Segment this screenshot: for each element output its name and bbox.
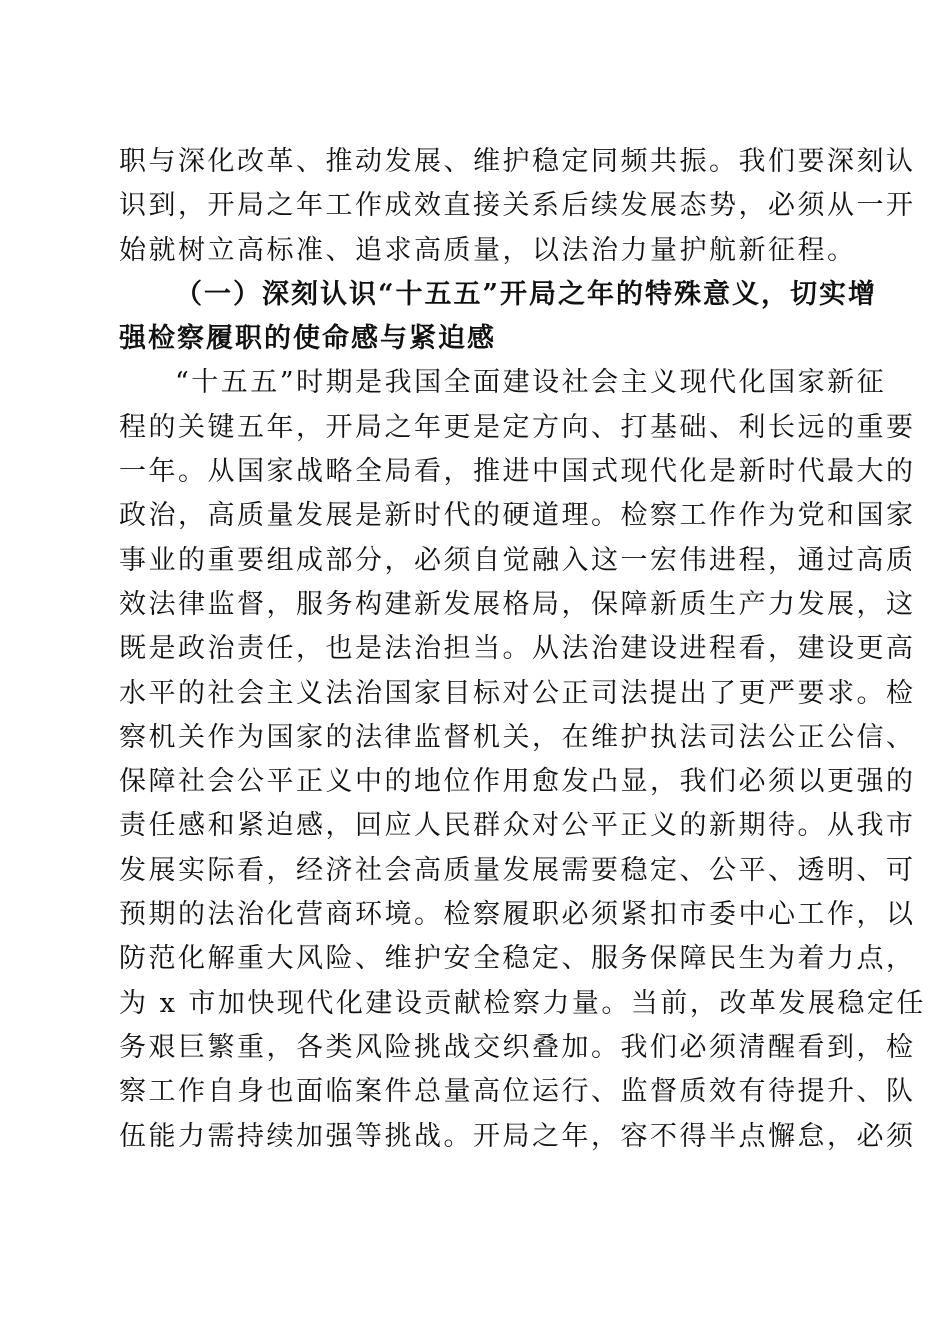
section-heading-line: 强检察履职的使命感与紧迫感	[119, 323, 496, 355]
text-line: 水平的社会主义法治国家目标对公正司法提出了更严要求。检	[119, 677, 916, 709]
text-line: 事业的重要组成部分，必须自觉融入这一宏伟进程，通过高质	[119, 544, 916, 576]
text-line: 察工作自身也面临案件总量高位运行、监督质效有待提升、队	[119, 1076, 916, 1108]
text-line: 始就树立高标准、追求高质量，以法治力量护航新征程。	[119, 234, 857, 266]
body-text	[119, 140, 926, 1159]
text-line: 政治，高质量发展是新时代的硬道理。检察工作作为党和国家	[119, 500, 916, 532]
text-line: 一年。从国家战略全局看，推进中国式现代化是新时代最大的	[119, 456, 916, 488]
text-line: 职与深化改革、推动发展、维护稳定同频共振。我们要深刻认	[119, 146, 916, 177]
text-line: 发展实际看，经济社会高质量发展需要稳定、公平、透明、可	[119, 854, 916, 886]
text-line: 务艰巨繁重，各类风险挑战交织叠加。我们必须清醒看到，检	[119, 1031, 916, 1063]
section-heading-line: （一）深刻认识“十五五”开局之年的特殊意义，切实增	[175, 278, 878, 310]
text-line: 为 x 市加快现代化建设贡献检察力量。当前，改革发展稳定任	[119, 987, 926, 1019]
paragraph-first-line: “十五五”时期是我国全面建设社会主义现代化国家新征	[175, 367, 887, 399]
text-line: 伍能力需持续加强等挑战。开局之年，容不得半点懈怠，必须	[119, 1120, 916, 1152]
text-line: 察机关作为国家的法律监督机关，在维护执法司法公正公信、	[119, 721, 916, 753]
text-line: 识到，开局之年工作成效直接关系后续发展态势，必须从一开	[119, 190, 916, 222]
text-line: 责任感和紧迫感，回应人民群众对公平正义的新期待。从我市	[119, 810, 916, 842]
text-line: 防范化解重大风险、维护安全稳定、服务保障民生为着力点，	[119, 943, 916, 975]
text-line: 程的关键五年，开局之年更是定方向、打基础、利长远的重要	[119, 411, 916, 443]
text-line: 效法律监督，服务构建新发展格局，保障新质生产力发展，这	[119, 588, 916, 620]
text-line: 既是政治责任，也是法治担当。从法治建设进程看，建设更高	[119, 633, 916, 665]
text-line: 预期的法治化营商环境。检察履职必须紧扣市委中心工作，以	[119, 899, 916, 931]
text-line: 保障社会公平正义中的地位作用愈发凸显，我们必须以更强的	[119, 766, 916, 798]
